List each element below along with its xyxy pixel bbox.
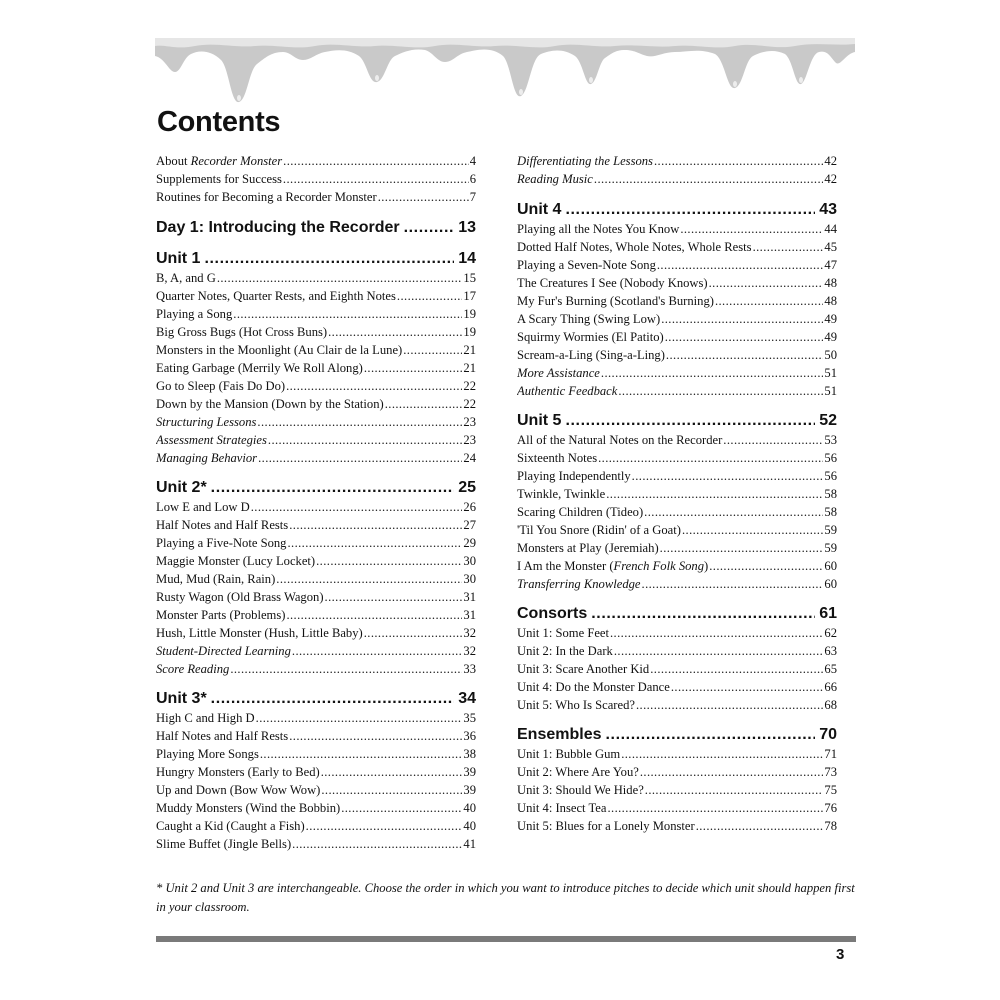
toc-entry [156,709,476,727]
toc-page-number: 48 [824,294,837,308]
toc-entry [517,624,837,642]
toc-entry-label: Caught a Kid (Caught a Fish) [156,819,305,833]
toc-entry [156,570,476,588]
toc-page-number: 42 [824,154,837,168]
toc-entry [517,431,837,449]
toc-entry-label: B, A, and G [156,271,216,285]
toc-entry-label: Muddy Monsters (Wind the Bobbin) [156,801,341,815]
toc-section-label: Ensembles [517,726,602,743]
dot-leader [636,696,823,714]
toc-section-label: Unit 2* [156,479,207,496]
toc-entry-label: Unit 1: Bubble Gum [517,747,621,761]
dot-leader [289,727,462,745]
dot-leader [217,269,463,287]
toc-entry-label: Hungry Monsters (Early to Bed) [156,765,320,779]
toc-page-number: 30 [463,554,476,568]
toc-page-number: 24 [463,451,476,465]
toc-page-number: 71 [824,747,837,761]
toc-entry-label: Twinkle, Twinkle [517,487,606,501]
toc-page-number: 48 [824,276,837,290]
dot-leader [642,575,824,593]
toc-section-label: Unit 1 [156,250,201,267]
toc-entry [156,395,476,413]
toc-entry-label: My Fur's Burning (Scotland's Burning) [517,294,714,308]
toc-entry [517,503,837,521]
toc-entry-label: Student-Directed Learning [156,644,291,658]
toc-entry-label: A Scary Thing (Swing Low) [517,312,661,326]
dot-leader [292,835,462,853]
dot-leader [605,725,815,745]
dot-leader [614,642,824,660]
toc-page-number: 14 [458,250,476,267]
toc-page-number: 31 [463,590,476,604]
toc-entry-label: Playing all the Notes You Know [517,222,680,236]
dot-leader [682,521,823,539]
dot-leader [321,763,463,781]
toc-page-number: 61 [819,605,837,622]
toc-entry [517,781,837,799]
toc-entry [156,624,476,642]
toc-entry [156,727,476,745]
toc-entry-label: Half Notes and Half Rests [156,518,289,532]
toc-entry [156,534,476,552]
toc-entry [156,799,476,817]
toc-entry-label: More Assistance [517,366,600,380]
toc-entry-label: Playing a Song [156,307,233,321]
toc-page-number: 26 [463,500,476,514]
toc-entry [517,152,837,170]
dot-leader [403,341,462,359]
toc-entry [156,170,476,188]
toc-page-number: 65 [824,662,837,676]
toc-entry [517,449,837,467]
toc-section-heading [156,249,476,269]
toc-entry-label: Authentic Feedback [517,384,618,398]
toc-entry [517,745,837,763]
toc-page-number: 73 [824,765,837,779]
dot-leader [325,588,463,606]
toc-entry [156,269,476,287]
dot-leader [666,346,823,364]
dot-leader [328,323,462,341]
page-number: 3 [836,946,845,963]
toc-page-number: 13 [458,219,476,236]
dot-leader [680,220,823,238]
toc-entry-label: Score Reading [156,662,230,676]
toc-entry-label: Playing a Seven-Note Song [517,258,656,272]
toc-entry-label: Eating Garbage (Merrily We Roll Along) [156,361,363,375]
dot-leader [753,238,824,256]
toc-entry-label: Mud, Mud (Rain, Rain) [156,572,276,586]
toc-entry-label: Routines for Becoming a Recorder Monster [156,190,377,204]
toc-entry [517,256,837,274]
toc-entry [156,341,476,359]
dot-leader [404,218,455,238]
dot-leader [632,467,824,485]
toc-entry [517,364,837,382]
toc-entry-label: Unit 3: Should We Hide? [517,783,644,797]
toc-entry [156,660,476,678]
toc-left-column [156,152,476,853]
dot-leader [644,503,823,521]
toc-page-number: 50 [824,348,837,362]
toc-entry [156,763,476,781]
toc-entry [517,274,837,292]
toc-entry [156,152,476,170]
toc-entry-label: Differentiating the Lessons [517,154,653,168]
toc-entry-label: Unit 4: Do the Monster Dance [517,680,670,694]
toc-entry [517,220,837,238]
toc-page-number: 15 [463,271,476,285]
toc-entry-label: Sixteenth Notes [517,451,598,465]
dot-leader [211,689,455,709]
footnote: * Unit 2 and Unit 3 are interchangeable. Choose the order in which you want to introduce pitches to decide which unit should happen first in your classroom. [156,881,855,914]
toc-entry [517,799,837,817]
toc-entry-label: Low E and Low D [156,500,250,514]
toc-page-number: 6 [469,172,476,186]
toc-page-number: 78 [824,819,837,833]
toc-entry-label: Playing a Five-Note Song [156,536,287,550]
toc-entry-label: Unit 1: Some Feet [517,626,609,640]
toc-page-number: 7 [469,190,476,204]
dot-leader [268,431,463,449]
toc-page-number: 52 [819,412,837,429]
toc-entry-label: Rusty Wagon (Old Brass Wagon) [156,590,324,604]
toc-entry [517,557,837,575]
toc-page-number: 4 [469,154,476,168]
toc-entry [156,413,476,431]
dot-leader [316,552,462,570]
toc-entry [517,382,837,400]
page-title: Contents [157,106,281,138]
toc-page-number: 51 [824,384,837,398]
toc-entry-label: High C and High D [156,711,255,725]
toc-page-number: 41 [463,837,476,851]
toc-entry-label: The Creatures I See (Nobody Knows) [517,276,708,290]
toc-page-number: 47 [824,258,837,272]
dot-leader [709,557,823,575]
dot-leader [364,624,463,642]
toc-entry-label: Up and Down (Bow Wow Wow) [156,783,321,797]
toc-entry [517,485,837,503]
toc-entry-label: I Am the Monster (French Folk Song) [517,559,709,573]
toc-page-number: 51 [824,366,837,380]
dot-leader [283,170,469,188]
toc-page-number: 22 [463,379,476,393]
toc-section-heading [517,604,837,624]
toc-page-number: 42 [824,172,837,186]
toc-entry [156,642,476,660]
toc-page-number: 34 [458,690,476,707]
dot-leader [598,449,823,467]
toc-page-number: 22 [463,397,476,411]
toc-entry-label: 'Til You Snore (Ridin' of a Goat) [517,523,681,537]
toc-page-number: 59 [824,541,837,555]
toc-page-number: 68 [824,698,837,712]
toc-entry [156,552,476,570]
toc-entry [156,449,476,467]
toc-entry-label: Transferring Knowledge [517,577,641,591]
toc-page-number: 19 [463,307,476,321]
toc-entry-label: Unit 4: Insect Tea [517,801,607,815]
toc-entry-label: Structuring Lessons [156,415,257,429]
toc-page-number: 70 [819,726,837,743]
toc-entry [517,310,837,328]
toc-entry [517,642,837,660]
dot-leader [610,624,823,642]
toc-entry [517,238,837,256]
toc-entry [156,323,476,341]
toc-entry-label: Scream-a-Ling (Sing-a-Ling) [517,348,665,362]
toc-page-number: 32 [463,644,476,658]
toc-entry [517,467,837,485]
dot-leader [258,449,462,467]
toc-entry [517,678,837,696]
toc-page-number: 58 [824,505,837,519]
toc-page-number: 40 [463,819,476,833]
toc-entry-label: Down by the Mansion (Down by the Station) [156,397,384,411]
dot-leader [306,817,463,835]
toc-entry [517,328,837,346]
toc-entry-label: Hush, Little Monster (Hush, Little Baby) [156,626,363,640]
slime-drip-banner [155,38,855,104]
toc-page-number: 66 [824,680,837,694]
toc-page-number: 45 [824,240,837,254]
toc-entry-label: Half Notes and Half Rests [156,729,289,743]
toc-page-number: 38 [463,747,476,761]
dot-leader [397,287,462,305]
dot-leader [715,292,823,310]
dot-leader [287,534,462,552]
dot-leader [257,413,462,431]
toc-page-number: 33 [463,662,476,676]
toc-page-number: 58 [824,487,837,501]
toc-entry [517,521,837,539]
toc-entry [156,835,476,853]
dot-leader [594,170,824,188]
toc-entry-label: Reading Music [517,172,593,186]
toc-page-number: 40 [463,801,476,815]
dot-leader [260,745,463,763]
dot-leader [565,411,815,431]
toc-entry [156,516,476,534]
toc-entry [156,305,476,323]
toc-entry-label: Quarter Notes, Quarter Rests, and Eighth Notes [156,289,396,303]
toc-section-label: Unit 4 [517,201,562,218]
toc-page-number: 63 [824,644,837,658]
toc-entry [156,745,476,763]
dot-leader [661,310,823,328]
dot-leader [233,305,462,323]
dot-leader [640,763,824,781]
toc-page-number: 53 [824,433,837,447]
toc-entry-label: Go to Sleep (Fais Do Do) [156,379,286,393]
toc-section-label: Unit 3* [156,690,207,707]
toc-section-heading [156,689,476,709]
toc-section-heading [156,478,476,498]
toc-entry-label: Monster Parts (Problems) [156,608,286,622]
toc-entry-label: Slime Buffet (Jingle Bells) [156,837,292,851]
dot-leader [591,604,815,624]
toc-entry [517,346,837,364]
toc-entry [156,817,476,835]
toc-page-number: 35 [463,711,476,725]
dot-leader [621,745,823,763]
toc-page-number: 44 [824,222,837,236]
toc-section-heading [517,725,837,745]
toc-page-number: 36 [463,729,476,743]
toc-page-number: 75 [824,783,837,797]
toc-entry-label: Unit 2: In the Dark [517,644,613,658]
toc-page-number: 17 [463,289,476,303]
toc-entry [517,539,837,557]
toc-page-number: 30 [463,572,476,586]
toc-section-heading [156,218,476,238]
dot-leader [385,395,463,413]
toc-page-number: 59 [824,523,837,537]
dot-leader [211,478,455,498]
toc-entry [156,377,476,395]
toc-entry-label: Unit 5: Blues for a Lonely Monster [517,819,695,833]
toc-page-number: 60 [824,577,837,591]
toc-page-number: 19 [463,325,476,339]
toc-entry-label: Maggie Monster (Lucy Locket) [156,554,316,568]
toc-entry [156,431,476,449]
dot-leader [286,606,462,624]
dot-leader [204,249,454,269]
dot-leader [565,200,815,220]
toc-entry-label: Assessment Strategies [156,433,267,447]
dot-leader [286,377,462,395]
dot-leader [256,709,463,727]
toc-page-number: 32 [463,626,476,640]
dot-leader [709,274,824,292]
toc-entry-label: About Recorder Monster [156,154,283,168]
dot-leader [607,799,823,817]
dot-leader [378,188,469,206]
toc-page-number: 56 [824,451,837,465]
toc-entry [156,498,476,516]
toc-entry-label: Unit 2: Where Are You? [517,765,639,779]
toc-page-number: 60 [824,559,837,573]
toc-entry [156,781,476,799]
toc-page-number: 29 [463,536,476,550]
toc-page-number: 23 [463,433,476,447]
toc-page-number: 23 [463,415,476,429]
dot-leader [654,152,823,170]
toc-page-number: 43 [819,201,837,218]
toc-entry [156,606,476,624]
toc-section-heading [517,200,837,220]
toc-page-number: 27 [463,518,476,532]
toc-entry [517,575,837,593]
toc-page-number: 21 [463,343,476,357]
dot-leader [364,359,463,377]
toc-entry-label: Dotted Half Notes, Whole Notes, Whole Rests [517,240,752,254]
toc-page-number: 49 [824,330,837,344]
toc-entry [156,287,476,305]
dot-leader [292,642,463,660]
dot-leader [276,570,462,588]
toc-section-heading [517,411,837,431]
toc-entry [156,359,476,377]
toc-entry [517,170,837,188]
toc-entry [517,696,837,714]
toc-entry-label: Monsters at Play (Jeremiah) [517,541,659,555]
toc-entry-label: All of the Natural Notes on the Recorder [517,433,723,447]
toc-page-number: 56 [824,469,837,483]
toc-page-number: 21 [463,361,476,375]
toc-page-number: 39 [463,783,476,797]
dot-leader [289,516,462,534]
dot-leader [696,817,824,835]
dot-leader [230,660,462,678]
toc-entry [156,188,476,206]
toc-section-label: Consorts [517,605,588,622]
dot-leader [660,539,824,557]
toc-entry-label: Unit 3: Scare Another Kid [517,662,650,676]
toc-entry [517,660,837,678]
toc-right-column [517,152,837,835]
toc-entry [517,817,837,835]
toc-section-label: Day 1: Introducing the Recorder [156,219,400,236]
toc-page-number: 49 [824,312,837,326]
toc-entry [517,292,837,310]
footer-rule [156,936,856,942]
dot-leader [321,781,462,799]
toc-page-number: 76 [824,801,837,815]
toc-entry-label: Big Gross Bugs (Hot Cross Buns) [156,325,328,339]
dot-leader [283,152,469,170]
dot-leader [645,781,824,799]
dot-leader [650,660,823,678]
toc-entry [156,588,476,606]
dot-leader [657,256,824,274]
dot-leader [665,328,824,346]
toc-entry-label: Monsters in the Moonlight (Au Clair de la Lune) [156,343,403,357]
toc-entry-label: Supplements for Success [156,172,282,186]
toc-section-label: Unit 5 [517,412,562,429]
dot-leader [601,364,824,382]
toc-entry-label: Managing Behavior [156,451,258,465]
toc-entry-label: Unit 5: Who Is Scared? [517,698,635,712]
toc-entry-label: Playing Independently [517,469,631,483]
toc-page-number: 62 [824,626,837,640]
toc-entry-label: Squirmy Wormies (El Patito) [517,330,664,344]
toc-page-number: 39 [463,765,476,779]
dot-leader [723,431,823,449]
toc-entry-label: Scaring Children (Tideo) [517,505,644,519]
toc-page-number: 25 [458,479,476,496]
dot-leader [251,498,463,516]
toc-entry [517,763,837,781]
dot-leader [671,678,824,696]
dot-leader [606,485,823,503]
dot-leader [618,382,823,400]
toc-page-number: 31 [463,608,476,622]
dot-leader [341,799,462,817]
toc-entry-label: Playing More Songs [156,747,259,761]
